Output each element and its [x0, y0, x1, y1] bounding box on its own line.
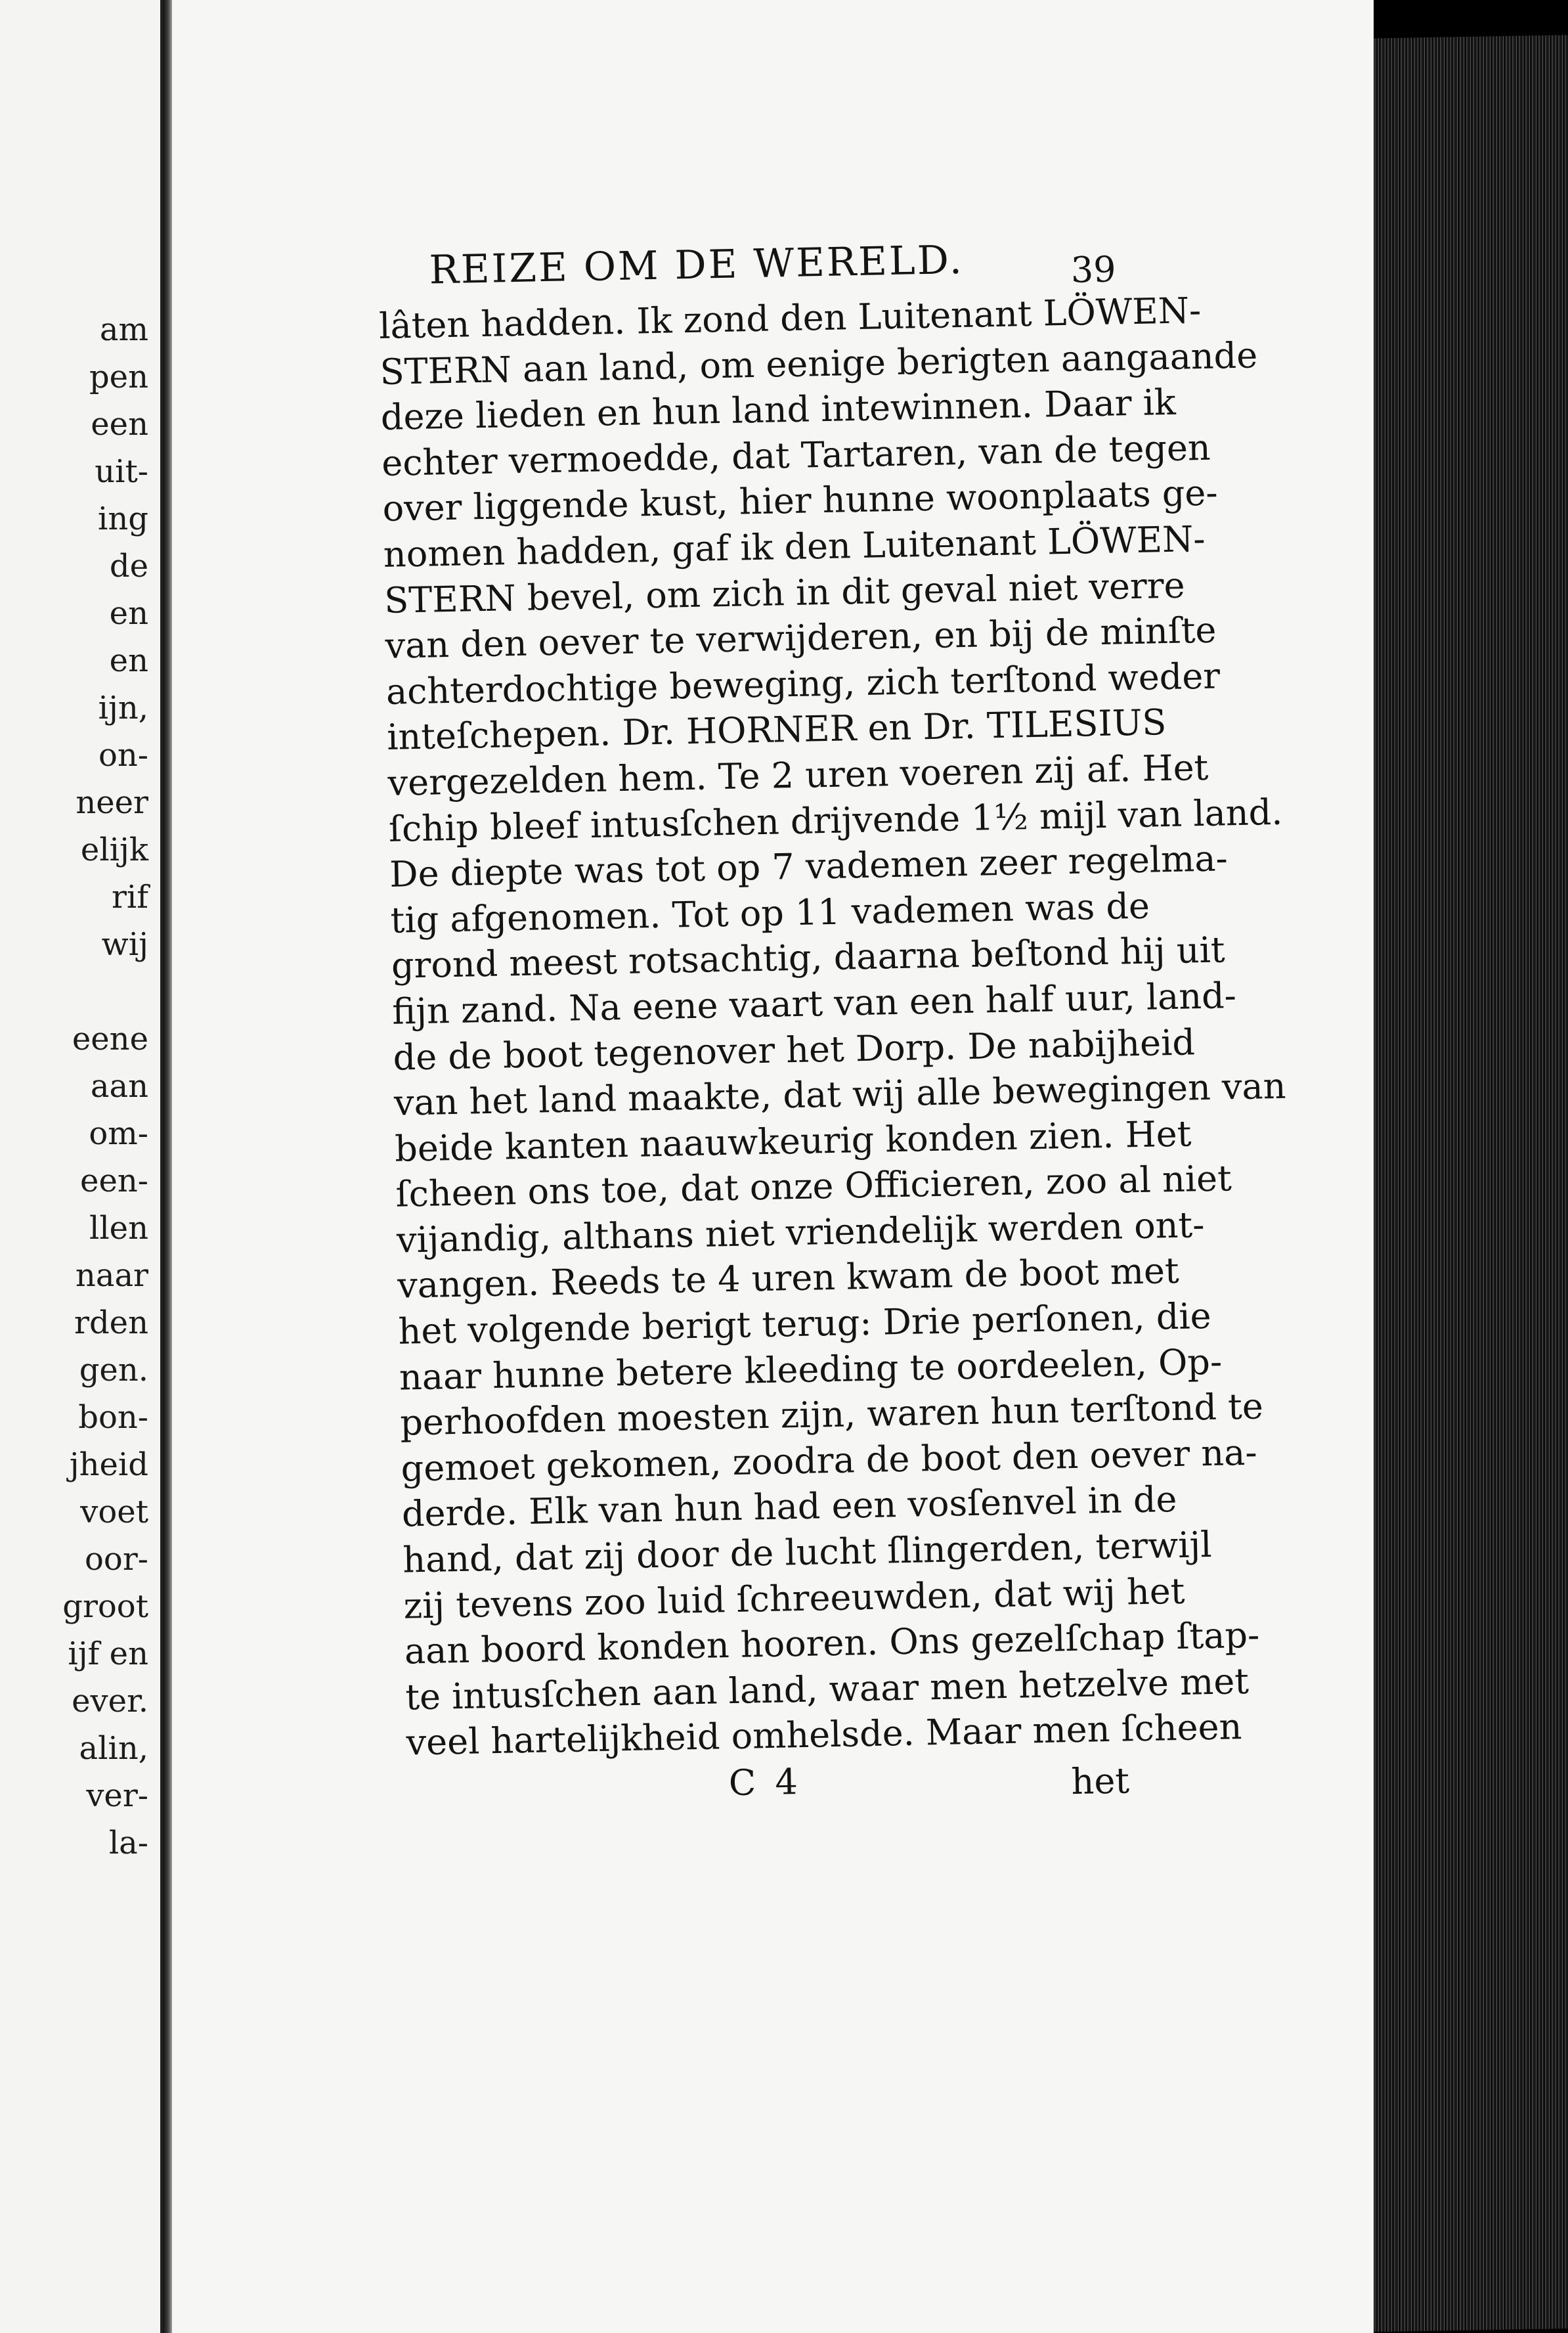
text-line: ſcheen ons toe, dat onze Officieren, zoo al niet	[395, 1157, 1232, 1216]
text-line: inteſchepen. Dr. HORNER en Dr. TILESIUS	[386, 701, 1167, 759]
left-page-fragment: pen	[89, 359, 148, 395]
left-page-fragment: ijn,	[98, 690, 148, 726]
text-line: vijandig, althans niet vriendelijk werden ont-	[396, 1203, 1205, 1261]
text-line: De diepte was tot op 7 vademen zeer regelma-	[389, 837, 1229, 895]
left-page-fragment: ver-	[86, 1777, 148, 1814]
text-line: naar hunne betere kleeding te oordeelen, Op-	[399, 1341, 1223, 1398]
text-line: derde. Elk van hun had een vosſenvel in de	[401, 1478, 1177, 1536]
text-line: tig afgenomen. Tot op 11 vademen was de	[390, 885, 1150, 941]
left-page-fragment: alin,	[79, 1730, 148, 1767]
left-page-fragment: ever.	[72, 1683, 148, 1720]
left-page-fragment: de	[109, 548, 148, 585]
text-line: echter vermoedde, dat Tartaren, van de tegen	[381, 426, 1211, 484]
text-line: beide kanten naauwkeurig konden zien. Het	[394, 1113, 1192, 1170]
text-line: zij tevens zoo luid ſchreeuwden, dat wij het	[403, 1570, 1186, 1627]
body-text	[378, 289, 1287, 1766]
text-block	[378, 234, 1287, 1819]
left-page-fragment: om-	[89, 1115, 148, 1152]
left-page-fragment: on-	[98, 737, 148, 774]
text-line: ſchip bleef intusſchen drijvende 1½ mijl van land.	[388, 791, 1283, 850]
text-line: van het land maakte, dat wij alle bewegingen van	[393, 1065, 1287, 1124]
text-line: van den oever te verwijderen, en bij de minſte	[385, 609, 1217, 667]
left-page-fragment: ijf en	[68, 1635, 148, 1672]
left-page-fragment: bon-	[78, 1399, 148, 1436]
left-page-fragment: am	[99, 311, 148, 348]
left-page-fragment: groot	[62, 1588, 148, 1625]
text-line: aan boord konden hooren. Ons gezelſchap ſtap-	[404, 1614, 1260, 1672]
left-page-fragment: elijk	[80, 832, 148, 868]
left-page	[0, 0, 163, 2333]
left-page-fragment: eene	[72, 1021, 148, 1057]
left-page-fragment: rif	[111, 879, 148, 916]
text-line: nomen hadden, gaf ik den Luitenant LÖWEN-	[383, 518, 1206, 575]
running-head: REIZE OM DE WERELD.	[428, 236, 965, 294]
left-page-fragment: voet	[80, 1494, 148, 1530]
left-page-fragment: en	[109, 595, 148, 632]
text-line: STERN bevel, om zich in dit geval niet verre	[383, 564, 1186, 621]
left-page-fragment: wij	[101, 926, 148, 963]
left-page-fragment: ing	[98, 500, 148, 537]
text-line: de de boot tegenover het Dorp. De nabijheid	[393, 1021, 1196, 1078]
page-number: 39	[1070, 248, 1117, 291]
text-line: te intusſchen aan land, waar men hetzelve met	[404, 1660, 1250, 1718]
text-line: grond meest rotsachtig, daarna beſtond hij uit	[391, 929, 1226, 987]
text-line: vergezelden hem. Te 2 uren voeren zij af. Het	[387, 746, 1209, 804]
left-page-fragment: neer	[76, 784, 148, 821]
left-page-fragment: een-	[80, 1163, 148, 1199]
catchword: het	[1070, 1760, 1130, 1803]
text-line: perhoofden moesten zijn, waren hun terſtond te	[399, 1385, 1264, 1444]
text-line: gemoet gekomen, zoodra de boot den oever na-	[401, 1431, 1258, 1490]
text-line: het volgende berigt terug: Drie perſonen, die	[398, 1295, 1212, 1352]
text-line: vangen. Reeds te 4 uren kwam de boot met	[397, 1250, 1180, 1307]
text-line: over liggende kust, hier hunne woonplaats ge-	[382, 472, 1219, 530]
text-line: hand, dat zij door de lucht ſlingerden, terwijl	[402, 1524, 1213, 1581]
left-page-fragment: uit-	[95, 453, 148, 490]
left-page-fragment: oor-	[85, 1541, 148, 1578]
text-line: deze lieden en hun land intewinnen. Daar ik	[380, 381, 1177, 439]
left-page-fragment: en	[109, 642, 148, 679]
left-page-text-fragments	[62, 306, 148, 1867]
signature-mark: C 4	[728, 1761, 802, 1804]
left-page-fragment: llen	[89, 1210, 148, 1247]
left-page-fragment: la-	[108, 1825, 148, 1861]
text-line: STERN aan land, om eenige berigten aangaande	[380, 334, 1258, 393]
text-line: achterdochtige beweging, zich terſtond weder	[385, 655, 1221, 713]
text-line: fijn zand. Na eene vaart van een half uur, land-	[391, 975, 1237, 1033]
text-line: lâten hadden. Ik zond den Luitenant LÖWEN-	[378, 289, 1202, 347]
left-page-fragment: naar	[75, 1257, 148, 1294]
left-page-fragment: jheid	[69, 1446, 148, 1483]
left-page-fragment: gen.	[79, 1352, 148, 1389]
text-line: veel hartelijkheid omhelsde. Maar men ſcheen	[406, 1706, 1242, 1764]
left-page-fragment: een	[91, 406, 148, 443]
left-page-fragment: aan	[90, 1068, 148, 1105]
left-page-fragment	[62, 968, 148, 1015]
left-page-fragment: rden	[74, 1304, 148, 1341]
